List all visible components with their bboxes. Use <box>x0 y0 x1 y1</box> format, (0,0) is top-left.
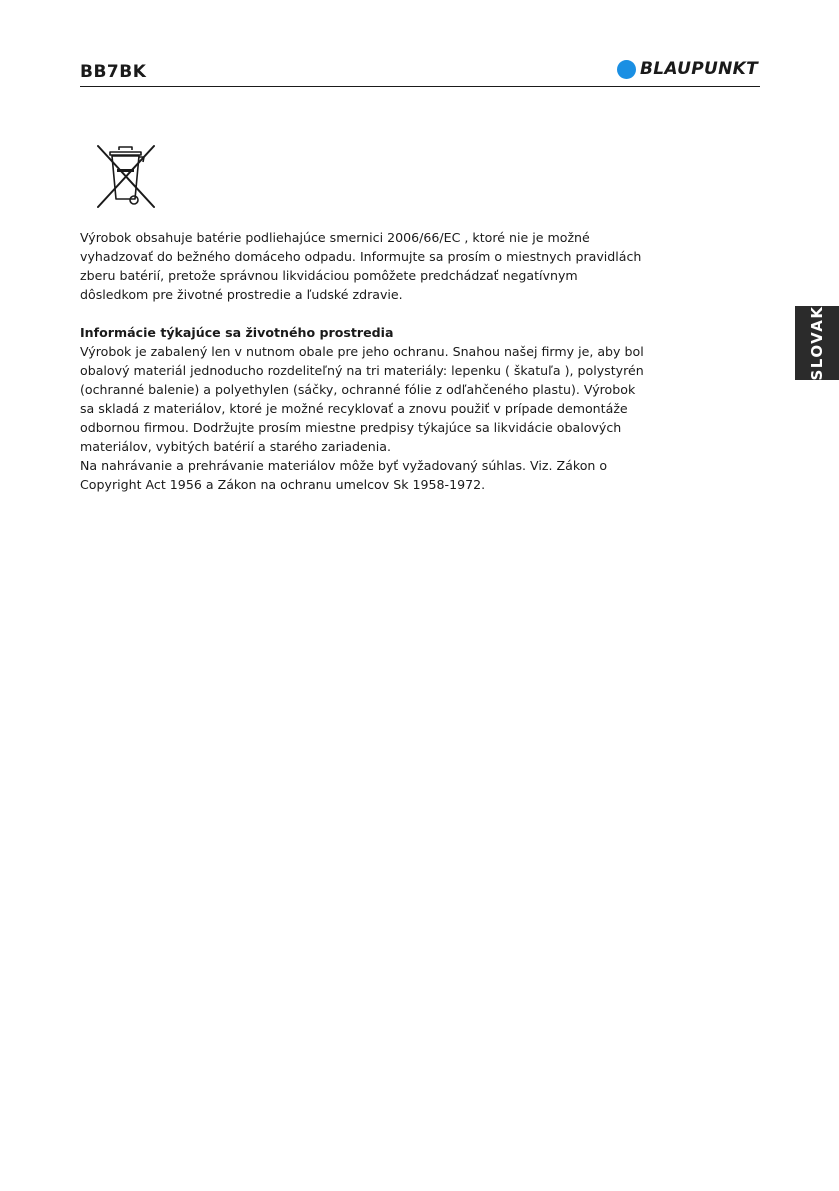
model-name: BB7BK <box>80 62 147 82</box>
section-title: Informácie týkajúce sa životného prostredia <box>80 325 394 340</box>
text-line: zberu batérií, pretože správnou likvidáciou pomôžete predchádzať negatívnym <box>80 268 578 283</box>
brand-name: BLAUPUNKT <box>640 59 758 79</box>
environment-section <box>80 323 700 494</box>
language-side-tab <box>795 306 839 380</box>
text-line: Na nahrávanie a prehrávanie materiálov môže byť vyžadovaný súhlas. Viz. Zákon o <box>80 458 608 473</box>
page-header <box>80 58 760 87</box>
text-line: odbornou firmou. Dodržujte prosím miestne predpisy týkajúce sa likvidácie obalových <box>80 420 622 435</box>
text-line: Copyright Act 1956 a Zákon na ochranu umelcov Sk 1958-1972. <box>80 477 486 492</box>
text-line: materiálov, vybitých batérií a starého zariadenia. <box>80 439 391 454</box>
text-line: (ochranné balenie) a polyethylen (sáčky, ochranné fólie z odľahčeného plastu). Výrobok <box>80 382 636 397</box>
text-line: Výrobok obsahuje batérie podliehajúce smernici 2006/66/EC , ktoré nie je možné <box>80 230 590 245</box>
text-line: obalový materiál jednoducho rozdeliteľný na tri materiály: lepenku ( škatuľa ), polystyrén <box>80 363 644 378</box>
brand-logo <box>617 58 758 80</box>
crossed-out-wheelie-bin-icon <box>94 143 158 211</box>
battery-notice <box>80 228 700 304</box>
text-line: dôsledkom pre životné prostredie a ľudské zdravie. <box>80 287 403 302</box>
language-label: SLOVAK <box>808 305 826 381</box>
text-line: Výrobok je zabalený len v nutnom obale pre jeho ochranu. Snahou našej firmy je, aby bol <box>80 344 644 359</box>
text-line: sa skladá z materiálov, ktoré je možné recyklovať a znovu použiť v prípade demontáže <box>80 401 628 416</box>
text-line: vyhadzovať do bežného domáceho odpadu. Informujte sa prosím o miestnych pravidlách <box>80 249 642 264</box>
blaupunkt-dot-icon <box>617 60 636 79</box>
page-content <box>80 228 700 494</box>
